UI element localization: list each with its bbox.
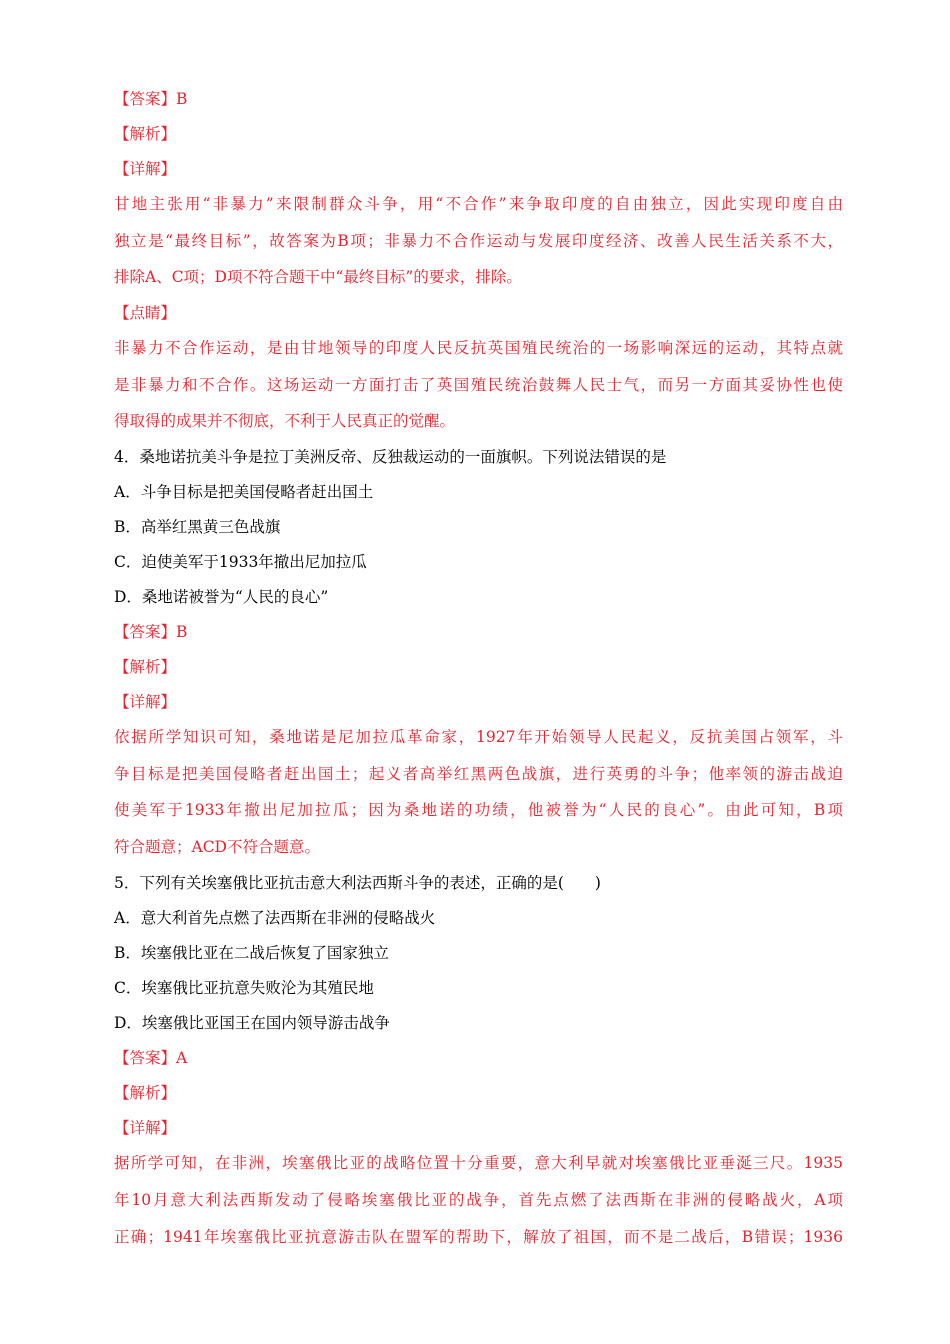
text-line: B．高举红黑黄三色战旗 [114, 518, 281, 536]
text-line: 【点睛】 [114, 304, 177, 322]
text-line: D．桑地诺被誉为“人民的良心” [114, 588, 329, 606]
text-line: 【答案】A [114, 1049, 188, 1067]
text-line: C．埃塞俄比亚抗意失败沦为其殖民地 [114, 979, 374, 997]
text-line: C．迫使美军于1933年撤出尼加拉瓜 [114, 553, 367, 571]
text-line: 【解析】 [114, 658, 177, 676]
text-line: A．斗争目标是把美国侵略者赶出国土 [114, 483, 374, 501]
text-line: 【答案】B [114, 90, 188, 108]
text-line: A．意大利首先点燃了法西斯在非洲的侵略战火 [114, 909, 436, 927]
text-line: 【解析】 [114, 1084, 177, 1102]
text-line: 符合题意；ACD不符合题意。 [114, 838, 320, 856]
text-line: 4．桑地诺抗美斗争是拉丁美洲反帝、反独裁运动的一面旗帜。下列说法错误的是 [114, 448, 667, 466]
text-line: 5．下列有关埃塞俄比亚抗击意大利法西斯斗争的表述，正确的是( ) [114, 874, 601, 892]
text-line: 年10月意大利法西斯发动了侵略埃塞俄比亚的战争，首先点燃了法西斯在非洲的侵略战火，A项 [114, 1191, 843, 1209]
text-line: 依据所学知识可知，桑地诺是尼加拉瓜革命家，1927年开始领导人民起义，反抗美国占领军，斗 [114, 728, 843, 746]
text-line: 是非暴力和不合作。这场运动一方面打击了英国殖民统治鼓舞人民士气，而另一方面其妥协性也使 [114, 376, 843, 394]
text-line: 【解析】 [114, 125, 177, 143]
text-line: D．埃塞俄比亚国王在国内领导游击战争 [114, 1014, 390, 1032]
text-line: B．埃塞俄比亚在二战后恢复了国家独立 [114, 944, 389, 962]
text-line: 非暴力不合作运动，是由甘地领导的印度人民反抗英国殖民统治的一场影响深远的运动，其特点就 [114, 339, 843, 357]
text-line: 【答案】B [114, 623, 188, 641]
text-line: 使美军于1933年撤出尼加拉瓜；因为桑地诺的功绩，他被誉为“人民的良心”。由此可知，B项 [114, 801, 843, 819]
text-line: 得取得的成果并不彻底，不利于人民真正的觉醒。 [114, 412, 456, 430]
text-line: 【详解】 [114, 1119, 177, 1137]
text-line: 【详解】 [114, 160, 177, 178]
text-line: 独立是“最终目标”，故答案为B项；非暴力不合作运动与发展印度经济、改善人民生活关系不大， [114, 232, 843, 250]
text-line: 【详解】 [114, 693, 177, 711]
text-line: 正确；1941年埃塞俄比亚抗意游击队在盟军的帮助下，解放了祖国，而不是二战后，B错误；1936 [114, 1228, 843, 1246]
text-line: 据所学可知，在非洲，埃塞俄比亚的战略位置十分重要，意大利早就对埃塞俄比亚垂涎三尺。1935 [114, 1154, 843, 1172]
text-line: 甘地主张用“非暴力”来限制群众斗争，用“不合作”来争取印度的自由独立，因此实现印度自由 [114, 195, 843, 213]
text-line: 争目标是把美国侵略者赶出国土；起义者高举红黑两色战旗，进行英勇的斗争；他率领的游击战迫 [114, 765, 843, 783]
text-line: 排除A、C项；D项不符合题干中“最终目标”的要求，排除。 [114, 268, 522, 286]
